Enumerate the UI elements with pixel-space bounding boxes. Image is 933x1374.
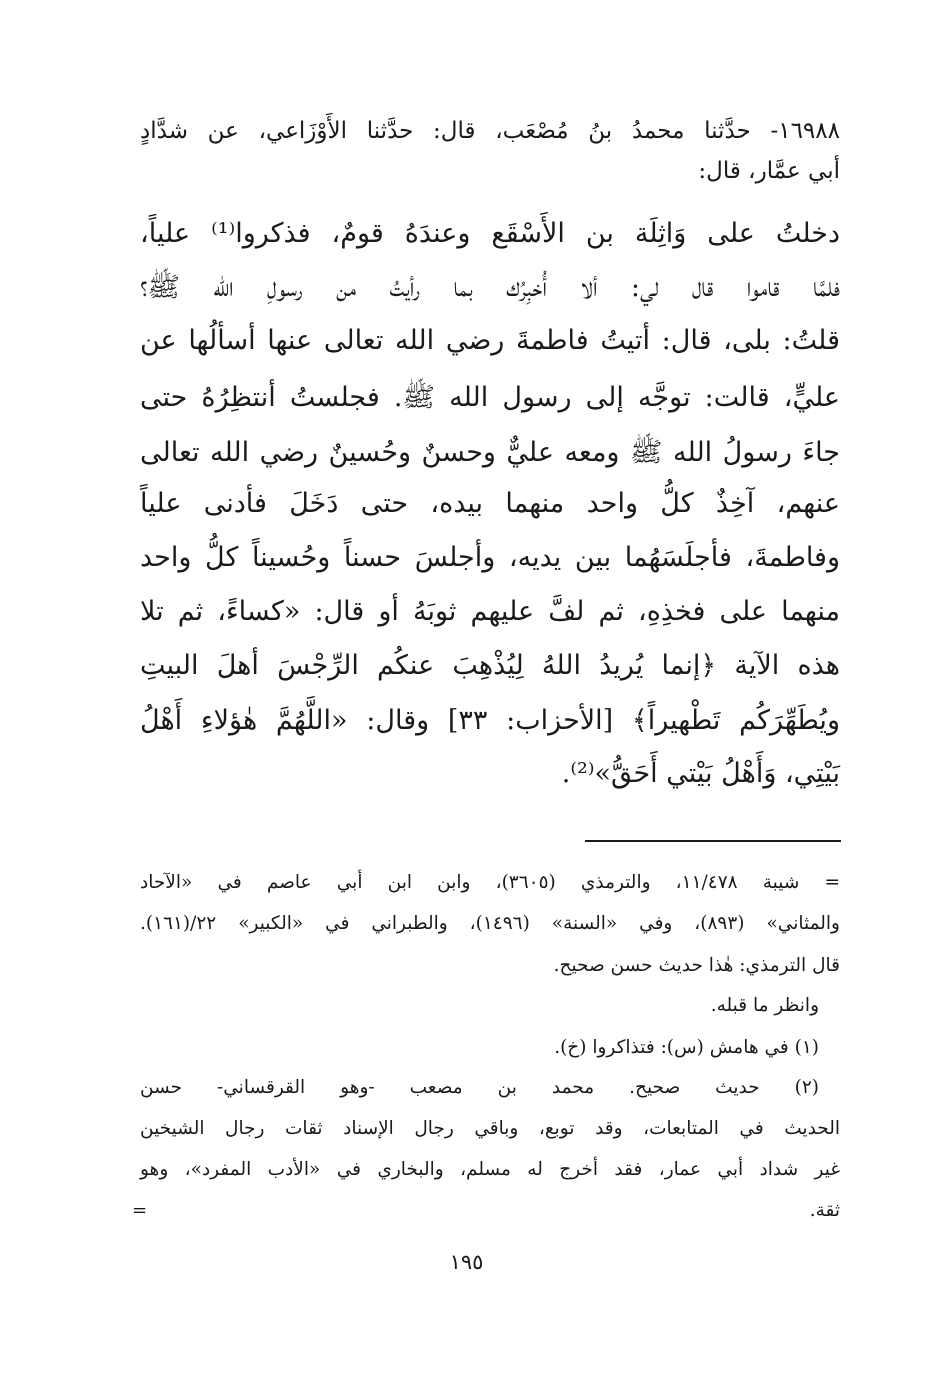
footnote-line-1: = شيبة ١١/٤٧٨، والترمذي (٣٦٠٥)، وابن ابن أبي عاصم في «الآحاد [140,872,840,893]
matn-line-3: قلتُ: بلى، قال: أتيتُ فاطمةَ رضي الله تعالى عنها أسألُها عن [140,325,840,356]
footnote-2-line-4: ثقة. [809,1200,840,1221]
matn-line-9: هذه الآية ﴿إنما يُريدُ اللهُ لِيُذْهِبَ عنكُم الرِّجْسَ أهلَ البيتِ [140,650,840,681]
footnote-2-line-3: غير شداد أبي عمار، فقد أخرج له مسلم، والبخاري في «الأدب المفرد»، وهو [140,1159,840,1180]
footnote-1: (١) في هامش (س): فتذاكروا (خ). [554,1037,819,1058]
matn-line-8: منهما على فخذِهِ، ثم لفَّ عليهم ثوبَهُ أو قال: «كساءً، ثم تلا [140,596,840,627]
matn-line-7: وفاطمةَ، فأجلَسَهُما بين يديه، وأجلسَ حسناً وحُسيناً كلُّ واحد [140,542,840,573]
continuation-mark: = [132,1200,148,1221]
matn-line-10: ويُطَهِّرَكُم تَطْهيراً﴾ [الأحزاب: ٣٣] وقال: «اللَّهُمَّ هٰؤلاءِ أَهْلُ [140,705,840,736]
footnote-2-line-2: الحديث في المتابعات، وقد توبع، وباقي رجال الإسناد ثقات رجال الشيخين [140,1118,840,1139]
isnad-line-2: أبي عمَّار، قال: [698,158,840,184]
footnote-line-2: والمثاني» (٨٩٣)، وفي «السنة» (١٤٩٦)، والطبراني في «الكبير» ٢٢/(١٦١). [140,913,840,934]
matn-line-5: جاءَ رسولُ الله ﷺ ومعه عليٌّ وحسنٌ وحُسينٌ رضي الله تعالى [140,437,840,468]
matn-line-1: دخلتُ على وَاثِلَة بن الأَسْقَع وعندَهُ قومٌ، فذكروا⁽¹⁾ علياً، [140,218,840,249]
footnote-2-line-1: (٢) حديث صحيح. محمد بن مصعب -وهو القرقساني- حسن [140,1077,819,1098]
matn-line-11: بَيْتِي، وَأَهْلُ بَيْتي أَحَقُّ»⁽²⁾. [561,758,840,789]
page-number: ١٩٥ [449,1250,484,1274]
matn-line-4: عليٍّ، قالت: توجَّه إلى رسول الله ﷺ. فجلستُ أنتظِرُهُ حتى [140,382,840,413]
footnote-separator [585,840,841,842]
isnad-line-1: ١٦٩٨٨- حدَّثنا محمدُ بنُ مُصْعَب، قال: حدَّثنا الأَوْزَاعي، عن شدَّادٍ [140,118,840,144]
footnote-line-3: قال الترمذي: هٰذا حديث حسن صحيح. [553,955,840,976]
matn-line-6: عنهم، آخِذٌ كلُّ واحد منهما بيده، حتى دَخَلَ فأدنى علياً [140,488,840,519]
matn-line-2: فلمَّا قاموا قال لي: ألا أُخبِرُك بما رأيتُ من رسولِ الله ﷺ؟ [140,272,840,303]
footnote-line-4: وانظر ما قبله. [710,995,819,1016]
